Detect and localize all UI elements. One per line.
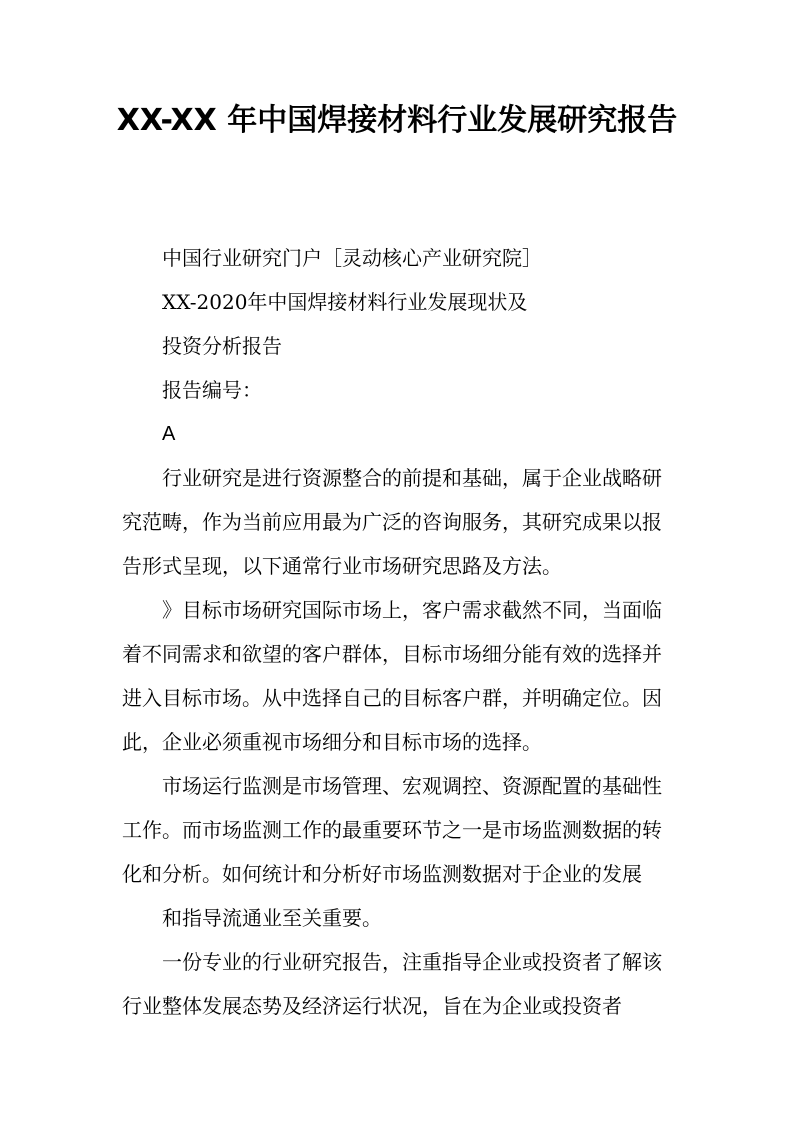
document-title: XX-XX 年中国焊接材料行业发展研究报告 <box>116 103 678 138</box>
document-body <box>122 236 674 1028</box>
paragraph: 和指导流通业至关重要。 <box>162 906 382 930</box>
paragraph: 行业研究是进行资源整合的前提和基础，属于企业战略研究范畴，作为当前应用最为广泛的咨询服务，其研究成果以报告形式呈现，以下通常行业市场研究思路及方法。 <box>122 466 662 578</box>
header-line-code: A <box>162 423 176 445</box>
paragraph: 》目标市场研究国际市场上，客户需求截然不同，当面临着不同需求和欲望的客户群体，目标市场细分能有效的选择并进入目标市场。从中选择自己的目标客户群，并明确定位。因此，企业必须重视市场细分和目标市场的选择。 <box>122 598 662 754</box>
header-line-report-name-cont: 投资分析报告 <box>162 334 282 358</box>
header-line-report-number: 报告编号： <box>162 378 262 402</box>
header-line-source: 中国行业研究门户［灵动核心产业研究院］ <box>162 246 542 270</box>
header-line-report-name: XX-2020年中国焊接材料行业发展现状及 <box>162 290 528 314</box>
paragraph: 一份专业的行业研究报告，注重指导企业或投资者了解该行业整体发展态势及经济运行状况，旨在为企业或投资者 <box>122 950 662 1018</box>
paragraph: 市场运行监测是市场管理、宏观调控、资源配置的基础性工作。而市场监测工作的最重要环节之一是市场监测数据的转化和分析。如何统计和分析好市场监测数据对于企业的发展 <box>122 774 662 886</box>
